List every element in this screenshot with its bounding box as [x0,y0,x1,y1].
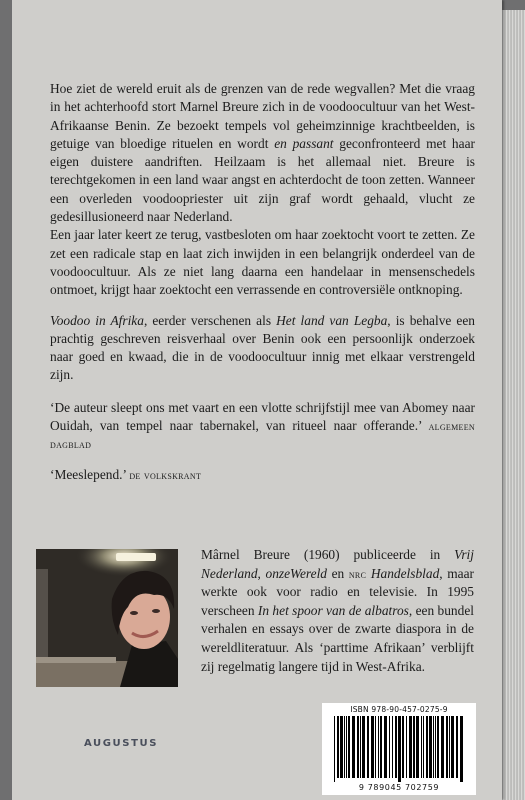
barcode-bar [437,716,439,778]
barcode-bar [433,716,434,778]
barcode-bar [421,716,422,778]
barcode-bar [357,716,359,778]
barcode-bar [456,716,458,778]
book-title-previous: In het spoor van de albatros [257,602,409,618]
bio-text: , een bundel verhalen en essays over de zwarte diaspora in de wereldliteratuur. Als ‘parttime Afrikaan’ verblijft zij regelmatig langere tijd in West-Afrika. [201,602,474,674]
quote-source: de volkskrant [129,467,202,482]
barcode-bar [375,716,376,778]
barcode-bar [446,716,448,778]
blurb-paragraph-3 [50,312,475,385]
bio-text: , [257,565,261,581]
review-quote-1 [50,399,475,454]
barcode-bar [334,716,335,782]
blurb-p3-mid: , eerder verschenen als [143,312,272,328]
barcode-bar [416,716,419,778]
barcode-bar [426,716,428,778]
quote-text: ‘Meeslepend.’ [50,466,126,482]
barcode-bar [402,716,404,778]
publication-abbrev: nrc [348,566,367,581]
publication-title: Vrij Nederland [201,547,474,581]
barcode-bar [337,716,339,778]
isbn-number: ISBN 978-90-457-0275-9 [350,705,448,714]
bio-text: Mârnel Breure (1960) publiceerde in [201,547,441,562]
blurb-p3-end: , is behalve een prachtig geschreven reisverhaal over Benin ook een persoonlijk onderzoek naar goed en kwaad, die in de voodoocultuur innig met elkaar verstrengeld zijn. [50,312,475,383]
barcode-bar [367,716,369,778]
quote-source: algemeen dagblad [50,419,475,452]
barcode-bar [392,716,393,778]
blurb-p1-end: geconfronteerd met haar eigen duistere aandriften. Heilzaam is het allemaal niet. Breure is terechtgekomen in een land waar angst en achterdocht de toon zetten. Wanneer een overleden voodoopriester uit zijn graf wordt gehaald, vlucht ze gedesillusioneerd naar Nederland. [50,135,475,225]
barcode-bar [348,716,350,778]
barcode-bar [352,716,355,778]
barcode-bar [435,716,436,778]
barcode-bar [413,716,415,778]
bio-text: , maar werkte ook voor radio en televisie. In 1995 verscheen [201,565,474,618]
quote-text: ‘De auteur sleept ons met vaart en een vlotte schrijfstijl mee van Abomey naar Ouidah, van tempel naar tabernakel, van ritueel naar offerande.’ [50,399,475,434]
publication-title: onzeWereld [265,565,327,581]
barcode-bar [423,716,424,778]
bio-text: en [331,565,345,581]
publication-title: Handelsblad [370,565,440,581]
barcode-bar [460,716,463,782]
blurb-paragraph-1 [50,80,475,226]
barcode-bar [398,716,401,782]
barcode-bar [362,716,365,778]
barcode-bar [451,716,454,778]
blurb-p1-text: Hoe ziet de wereld eruit als de grenzen van de rede wegvallen? Met die vraag in het achterhoofd stort Marnel Breure zich in de voodoocultuur van het West-Afrikaanse Benin. Ze bezoekt tempels vol geheimzinnige krachtbeelden, is getuige van bloedige rituelen en wordt [50,81,475,151]
barcode-bar [409,716,412,778]
barcode-bar [380,716,382,778]
barcode-bar [344,716,345,778]
barcode-bar [384,716,387,778]
barcode-bar [340,716,343,778]
blurb-text [50,80,475,484]
review-quote-2 [50,466,475,484]
former-title: Het land van Legba [276,312,388,328]
barcode-bar [449,716,450,778]
publisher-logo: AUGUSTUS [84,738,159,749]
barcode-bar [360,716,361,778]
barcode-bar [371,716,374,778]
book-title: Voodoo in Afrika [50,312,144,328]
barcode-bar [429,716,432,778]
barcode-icon [334,716,464,782]
barcode-bar [441,716,444,778]
barcode-label [322,703,476,795]
barcode-bar [378,716,379,778]
author-photo-image [36,549,178,687]
blurb-italic-phrase: en passant [274,135,334,151]
barcode-bar [346,716,347,778]
author-photo [36,549,178,687]
barcode-bar [389,716,390,778]
blurb-paragraph-2: Een jaar later keert ze terug, vastbesloten om haar zoektocht voort te zetten. Ze zet een radicale stap en laat zich inwijden in een belangrijk onderdeel van de voodoocultuur. Als ze niet lang daarna een handelaar in mensenschedels ontmoet, krijgt haar zoektocht een verrassende en controversiële ontknoping. [50,227,475,298]
barcode-bar [395,716,397,778]
barcode-bar [406,716,407,778]
barcode-digits: 9 789045 702759 [358,783,440,792]
author-bio [201,546,474,676]
